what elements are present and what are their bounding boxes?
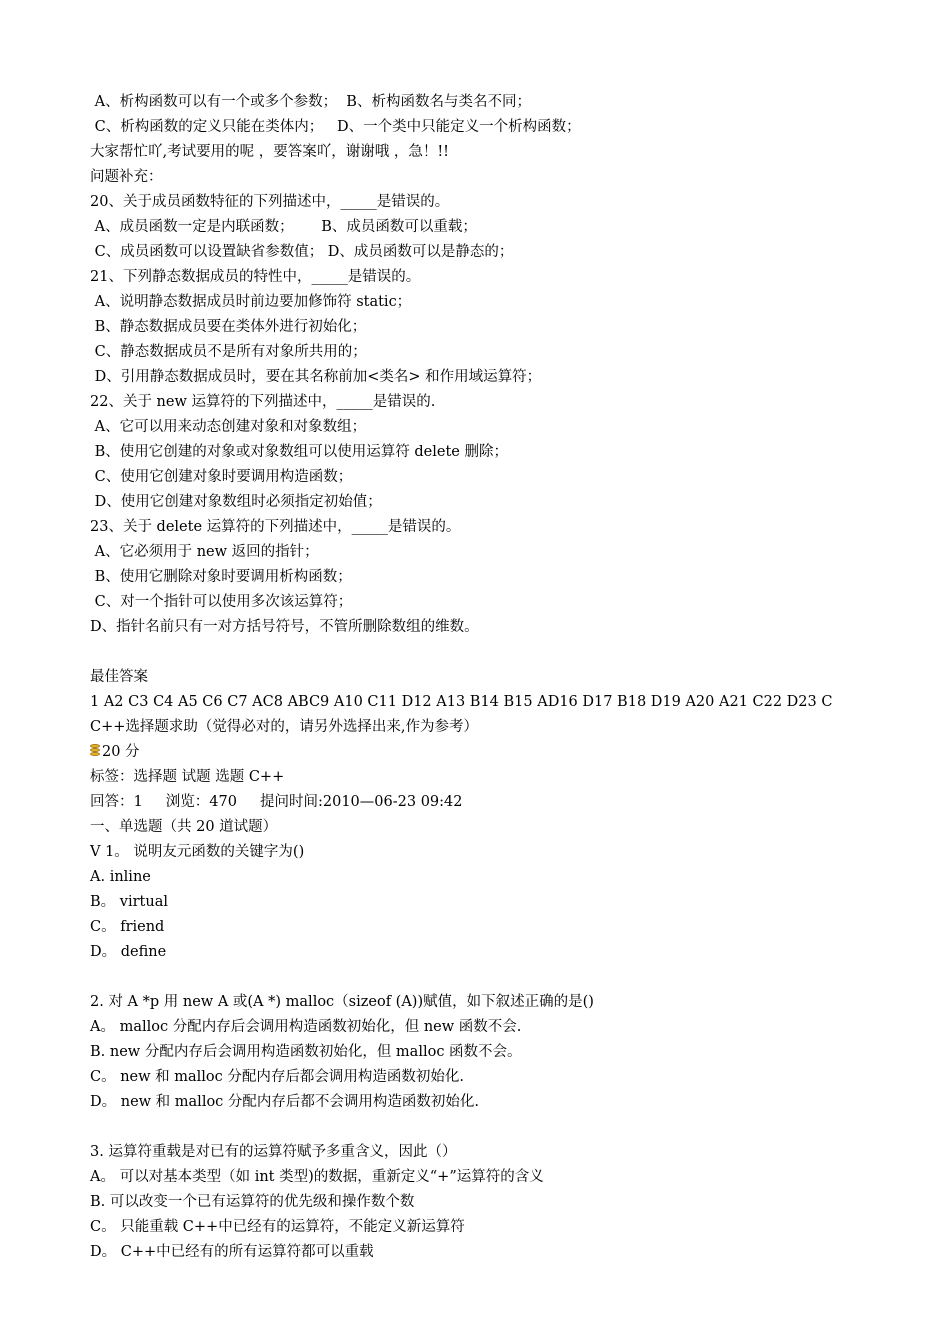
text-line [90,565,920,590]
line-text: B。 virtual [90,894,168,910]
line-text: 最佳答案 [90,669,148,685]
text-line [90,615,920,640]
text-line [90,490,920,515]
text-line [90,840,920,865]
line-text: C、对一个指针可以使用多次该运算符； [90,594,353,610]
line-text: C。 new 和 malloc 分配内存后都会调用构造函数初始化. [90,1069,464,1085]
text-line [90,440,920,465]
text-line [90,665,920,690]
line-text: B、静态数据成员要在类体外进行初始化； [90,319,367,335]
blank-line [90,640,920,665]
text-line [90,265,920,290]
text-line [90,140,920,165]
text-line [90,215,920,240]
text-line [90,940,920,965]
text-line [90,390,920,415]
line-text: C。 friend [90,919,165,935]
blank-line [90,1115,920,1140]
line-text: C。 只能重载 C++中已经有的运算符，不能定义新运算符 [90,1219,465,1235]
coin-stack-icon [90,744,100,758]
text-line [90,690,920,715]
text-line [90,790,920,815]
line-text: C、析构函数的定义只能在类体内； D、一个类中只能定义一个析构函数； [90,119,581,135]
text-line [90,1015,920,1040]
points-line [90,740,920,765]
line-text: B. 可以改变一个已有运算符的优先级和操作数个数 [90,1194,415,1210]
line-text: 1 A2 C3 C4 A5 C6 C7 AC8 ABC9 A10 C11 D12 A13 B14 B15 AD16 D17 B18 D19 A20 A21 C22 D23 C [90,694,833,710]
text-line [90,715,920,740]
text-line [90,1240,920,1265]
line-text: B、使用它创建的对象或对象数组可以使用运算符 delete 删除； [90,444,508,460]
text-line [90,365,920,390]
line-text: 22、关于 new 运算符的下列描述中，_____是错误的. [90,394,436,410]
text-line [90,1065,920,1090]
text-line [90,290,920,315]
line-text: C、成员函数可以设置缺省参数值； D、成员函数可以是静态的； [90,244,514,260]
line-text: A。 可以对基本类型（如 int 类型)的数据，重新定义“+”运算符的含义 [90,1169,544,1185]
text-line [90,115,920,140]
line-text: 大家帮忙吖,考试要用的呢 ，要答案吖，谢谢哦 ，急！!! [90,144,449,160]
text-line [90,1215,920,1240]
line-text: C、静态数据成员不是所有对象所共用的； [90,344,367,360]
text-line [90,1165,920,1190]
line-text: C++选择题求助（觉得必对的，请另外选择出来,作为参考） [90,719,479,735]
line-text: A、说明静态数据成员时前边要加修饰符 static； [90,294,412,310]
blank-line [90,965,920,990]
line-text: 21、下列静态数据成员的特性中，_____是错误的。 [90,269,421,285]
text-line [90,865,920,890]
line-text: D、使用它创建对象数组时必须指定初始值； [90,494,382,510]
line-text: 问题补充： [90,169,163,185]
text-line [90,165,920,190]
text-line [90,890,920,915]
line-text: D、指针名前只有一对方括号符号，不管所删除数组的维数。 [90,619,479,635]
line-text: A. inline [90,869,151,885]
text-line [90,340,920,365]
line-text: 一、单选题（共 20 道试题） [90,819,278,835]
text-line [90,765,920,790]
text-line [90,190,920,215]
text-line [90,1040,920,1065]
text-line [90,540,920,565]
text-line [90,1140,920,1165]
document-page [90,90,920,1265]
text-line [90,315,920,340]
line-text: A、析构函数可以有一个或多个参数； B、析构函数名与类名不同； [90,94,531,110]
text-line [90,415,920,440]
text-line [90,990,920,1015]
line-text: 标签：选择题 试题 选题 C++ [90,769,285,785]
line-text: 3. 运算符重载是对已有的运算符赋予多重含义，因此（） [90,1144,457,1160]
line-text: C、使用它创建对象时要调用构造函数； [90,469,353,485]
line-text: A、成员函数一定是内联函数； B、成员函数可以重载； [90,219,477,235]
line-text: A、它必须用于 new 返回的指针； [90,544,319,560]
line-text: D。 new 和 malloc 分配内存后都不会调用构造函数初始化. [90,1094,480,1110]
text-line [90,1190,920,1215]
text-line [90,240,920,265]
line-text: B. new 分配内存后会调用构造函数初始化，但 malloc 函数不会。 [90,1044,522,1060]
line-text: D。 C++中已经有的所有运算符都可以重载 [90,1244,374,1260]
text-line [90,465,920,490]
text-line [90,815,920,840]
line-text: A。 malloc 分配内存后会调用构造函数初始化，但 new 函数不会. [90,1019,522,1035]
line-text: A、它可以用来动态创建对象和对象数组； [90,419,367,435]
line-text: 23、关于 delete 运算符的下列描述中，_____是错误的。 [90,519,461,535]
text-line [90,90,920,115]
text-line [90,590,920,615]
text-line [90,515,920,540]
text-line [90,1090,920,1115]
line-text: D。 define [90,944,167,960]
line-text: B、使用它删除对象时要调用析构函数； [90,569,352,585]
line-text: 20 分 [102,744,140,760]
text-line [90,915,920,940]
line-text: 回答：1 浏览：470 提问时间:2010—06-23 09:42 [90,794,463,810]
line-text: 20、关于成员函数特征的下列描述中，_____是错误的。 [90,194,450,210]
line-text: 2. 对 A *p 用 new A 或(A *) malloc（sizeof (A))赋值，如下叙述正确的是() [90,994,594,1010]
line-text: V 1。 说明友元函数的关键字为() [90,844,305,860]
line-text: D、引用静态数据成员时，要在其名称前加<类名> 和作用域运算符； [90,369,542,385]
